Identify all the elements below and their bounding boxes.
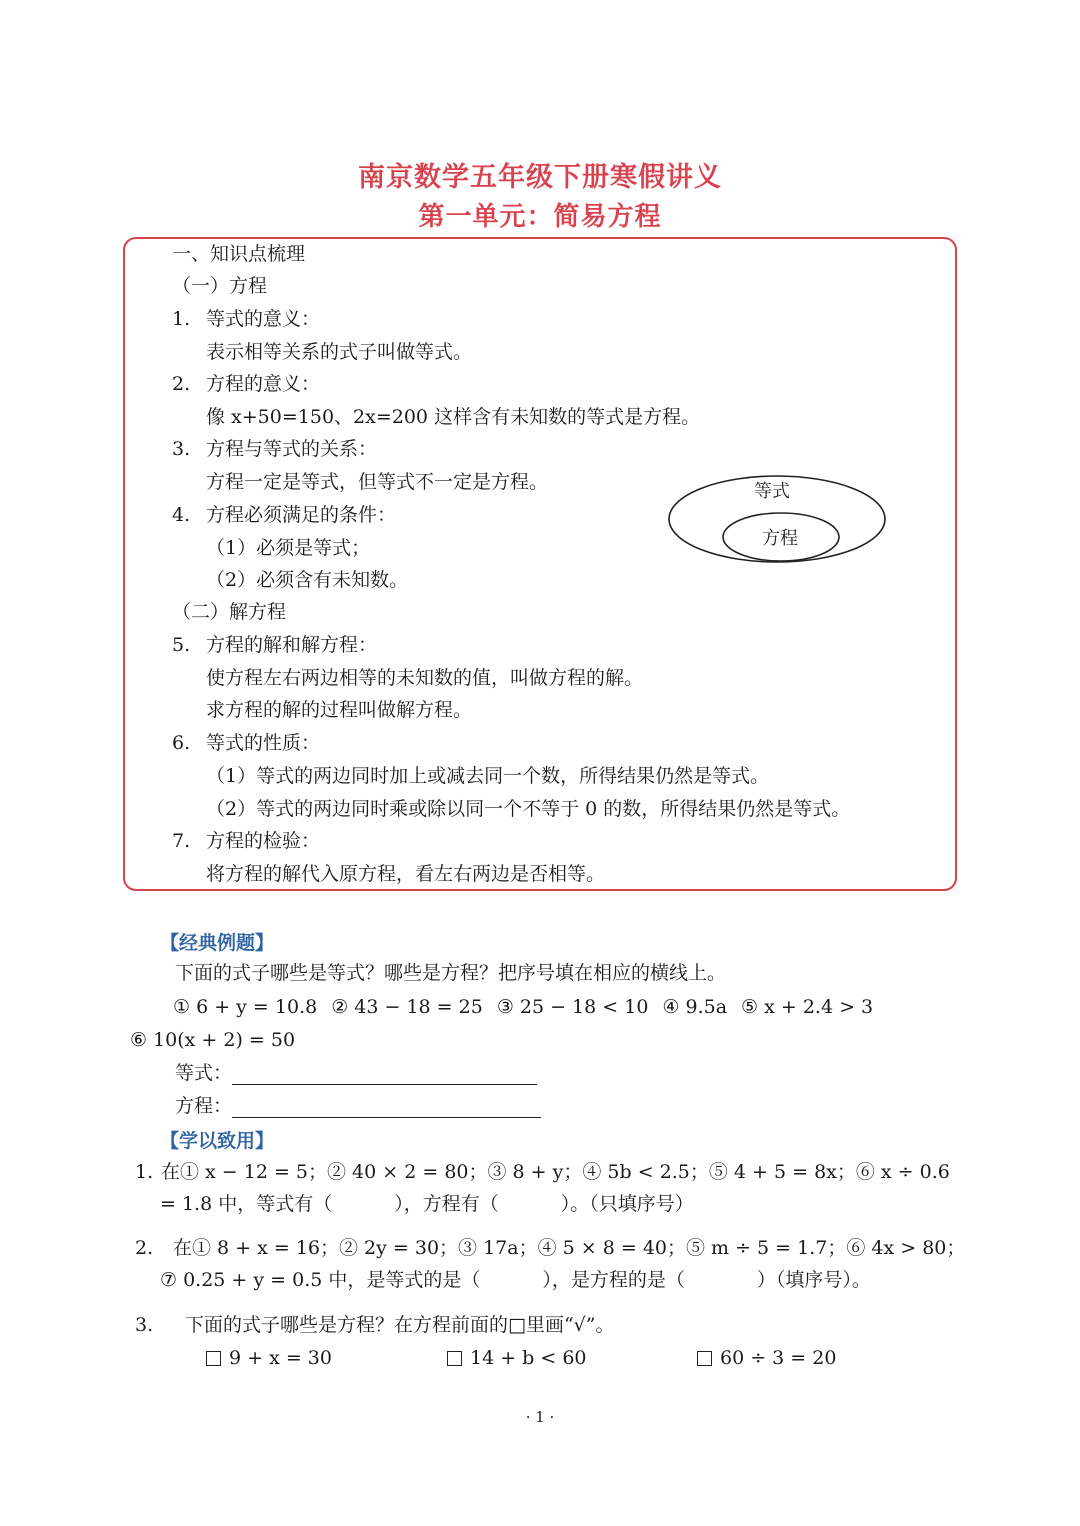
example-item: ③ 25 − 18 < 10 — [496, 996, 649, 1018]
checkbox[interactable] — [447, 1351, 462, 1366]
page-title: 南京数学五年级下册寒假讲义 — [358, 162, 722, 193]
question-3-option-2 — [447, 1346, 587, 1370]
question-number: 2. — [135, 1237, 154, 1259]
question-text: ⑦ 0.25 + y = 0.5 中，是等式的是（ — [160, 1269, 481, 1291]
item-5-text-1: 使方程左右两边相等的未知数的值，叫做方程的解。 — [206, 667, 644, 689]
part-heading-equation: （一）方程 — [172, 275, 268, 297]
item-1 — [172, 307, 320, 331]
question-3 — [135, 1313, 615, 1337]
question-1-line-1 — [135, 1160, 950, 1184]
item-title: 方程的检验： — [206, 830, 321, 852]
question-text: ）。（只填序号） — [560, 1193, 694, 1215]
question-2-line-2 — [160, 1268, 871, 1292]
question-text: ），是方程的是（ — [542, 1269, 685, 1291]
item-3 — [172, 437, 377, 461]
item-2 — [172, 372, 320, 396]
question-text: 下面的式子哪些是方程？在方程前面的□里画“√”。 — [185, 1314, 615, 1336]
unit-subtitle: 第一单元：简易方程 — [418, 202, 662, 232]
option-text: 14 + b < 60 — [470, 1347, 587, 1369]
item-number: 5. — [172, 634, 191, 656]
checkbox[interactable] — [206, 1351, 221, 1366]
item-number: 6. — [172, 732, 191, 754]
example-item: ② 43 − 18 = 25 — [331, 996, 483, 1018]
item-number: 1. — [172, 308, 191, 330]
part-heading-solve: （二）解方程 — [172, 601, 287, 623]
equation-answer-blank[interactable] — [232, 1095, 541, 1118]
item-6-prop-1: （1）等式的两边同时加上或减去同一个数，所得结果仍然是等式。 — [206, 765, 770, 787]
example-items — [173, 995, 887, 1019]
example-heading: 【经典例题】 — [160, 932, 275, 954]
item-7-text: 将方程的解代入原方程，看左右两边是否相等。 — [206, 863, 606, 885]
item-4 — [172, 503, 396, 527]
practice-heading: 【学以致用】 — [160, 1130, 275, 1152]
question-text: ）（填序号）。 — [756, 1269, 871, 1291]
question-number: 3. — [135, 1314, 154, 1336]
item-2-text: 像 x+50=150、2x=200 这样含有未知数的等式是方程。 — [206, 406, 701, 428]
item-title: 等式的意义： — [206, 308, 321, 330]
equality-answer-blank[interactable] — [232, 1062, 537, 1085]
question-1-line-2 — [160, 1192, 694, 1216]
item-4-cond-2: （2）必须含有未知数。 — [206, 569, 409, 591]
item-5 — [172, 633, 377, 657]
inner-label: 方程 — [762, 528, 798, 549]
example-item: ① 6 + y = 10.8 — [173, 996, 318, 1018]
outer-label: 等式 — [754, 481, 790, 502]
item-6 — [172, 731, 320, 755]
item-4-cond-1: （1）必须是等式； — [206, 537, 371, 559]
item-3-text: 方程一定是等式，但等式不一定是方程。 — [206, 471, 549, 493]
item-number: 3. — [172, 438, 191, 460]
example-item: ⑤ x + 2.4 > 3 — [741, 996, 874, 1018]
example-question: 下面的式子哪些是等式？哪些是方程？把序号填在相应的横线上。 — [175, 962, 727, 984]
equation-label: 方程： — [175, 1095, 233, 1117]
option-text: 60 ÷ 3 = 20 — [720, 1347, 837, 1369]
item-number: 4. — [172, 504, 191, 526]
checkbox[interactable] — [697, 1351, 712, 1366]
section-title: 一、知识点梳理 — [172, 243, 306, 265]
question-3-option-3 — [697, 1346, 836, 1370]
item-7 — [172, 829, 320, 853]
equality-answer-row — [175, 1061, 537, 1085]
item-1-text: 表示相等关系的式子叫做等式。 — [206, 341, 473, 363]
question-3-option-1 — [206, 1346, 332, 1370]
option-text: 9 + x = 30 — [229, 1347, 332, 1369]
example-item: ④ 9.5a — [662, 996, 728, 1018]
item-title: 方程与等式的关系： — [206, 438, 378, 460]
item-number: 2. — [172, 373, 191, 395]
question-text: 在① 8 + x = 16；② 2y = 30；③ 17a；④ 5 × 8 = 40；⑤ m ÷ 5 = 1.7；⑥ 4x > 80； — [173, 1237, 966, 1259]
item-number: 7. — [172, 830, 191, 852]
question-text: 在① x − 12 = 5；② 40 × 2 = 80；③ 8 + y；④ 5b < 2.5；⑤ 4 + 5 = 8x；⑥ x ÷ 0.6 — [161, 1161, 950, 1183]
item-5-text-2: 求方程的解的过程叫做解方程。 — [206, 699, 473, 721]
question-2-line-1 — [135, 1236, 965, 1260]
item-title: 方程的解和解方程： — [206, 634, 378, 656]
equation-answer-row — [175, 1094, 541, 1118]
item-title: 方程的意义： — [206, 373, 321, 395]
item-title: 方程必须满足的条件： — [206, 504, 397, 526]
item-title: 等式的性质： — [206, 732, 321, 754]
equality-label: 等式： — [175, 1062, 233, 1084]
example-item-6: ⑥ 10(x + 2) = 50 — [130, 1029, 296, 1051]
venn-diagram — [664, 473, 892, 569]
item-6-prop-2: （2）等式的两边同时乘或除以同一个不等于 0 的数，所得结果仍然是等式。 — [206, 798, 851, 820]
question-text: ），方程有（ — [394, 1193, 499, 1215]
question-number: 1. — [135, 1161, 154, 1183]
question-text: = 1.8 中，等式有（ — [160, 1193, 333, 1215]
page-number: · 1 · — [525, 1408, 555, 1426]
